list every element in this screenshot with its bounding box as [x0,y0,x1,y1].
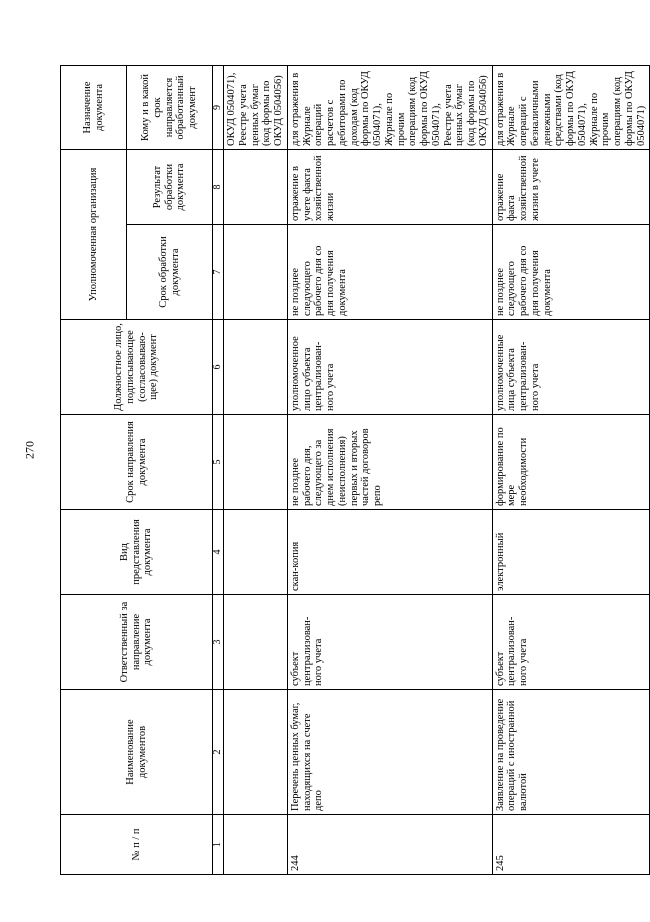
column-number: 2 [213,690,224,815]
header-processing-result: Результат обработки документа [127,150,213,225]
cell-number: 244 [287,815,492,875]
cell-recipient: для отражения в Журнале операций расчетов с дебиторами по доходам (код формы по ОКУД 0504071), Журнале по прочим операциям (код формы по ОКУД 0504071), Реестре учета ценных бумаг (код формы по ОКУД 0504056) [287,66,492,150]
cell-presentation-type [224,510,288,595]
cell-presentation-type: электронный [492,510,650,595]
header-document-name: Наименование документов [61,690,213,815]
header-send-deadline: Срок направления документа [61,415,213,510]
documents-table [60,65,650,875]
table-row [492,66,650,875]
page-number: 270 [22,441,37,459]
cell-document-name [224,690,288,815]
cell-processing-deadline: не позднее следующего рабочего дня со дня получения документа [287,225,492,320]
cell-responsible: субъект централизован-ного учета [287,595,492,690]
cell-recipient: для отражения в Журнале операций с безналичными денежными средствами (код формы по ОКУД 0504071), Журнале по прочим операциям (код формы по ОКУД 0504071) [492,66,650,150]
cell-processing-result [224,150,288,225]
header-responsible: Ответственный за направление документа [61,595,213,690]
cell-signing-official: уполномоченные лица субъекта централизован-ного учета [492,320,650,415]
cell-signing-official: уполномоченное лицо субъекта централизован-ного учета [287,320,492,415]
cell-document-name: Перечень ценных бумаг, находящихся на счете депо [287,690,492,815]
cell-responsible: субъект централизован-ного учета [492,595,650,690]
header-authorized-org: Уполномоченная организация [61,150,127,320]
column-number: 8 [213,150,224,225]
header-presentation-type: Вид представления документа [61,510,213,595]
cell-recipient: ОКУД 0504071), Реестре учета ценных бумаг (код формы по ОКУД 0504056) [224,66,288,150]
column-number: 7 [213,225,224,320]
column-number: 1 [213,815,224,875]
column-number: 6 [213,320,224,415]
header-processing-deadline: Срок обработки документа [127,225,213,320]
cell-send-deadline: формирование по мере необходимости [492,415,650,510]
cell-document-name: Заявление на проведение операций с иностранной валютой [492,690,650,815]
cell-send-deadline [224,415,288,510]
column-number: 5 [213,415,224,510]
cell-number: 245 [492,815,650,875]
cell-send-deadline: не позднее рабочего дня, следующего за днем исполнения (неисполнения) первых и вторых частей договоров репо [287,415,492,510]
header-purpose: Назначение документа [61,66,127,150]
header-number: № п / п [61,815,213,875]
column-number: 4 [213,510,224,595]
rotated-table-wrapper [60,66,647,875]
cell-presentation-type: скан-копия [287,510,492,595]
cell-processing-result: отражение факта хозяйственной жизни в учете [492,150,650,225]
column-number: 3 [213,595,224,690]
cell-signing-official [224,320,288,415]
cell-number [224,815,288,875]
header-signing-official: Должностное лицо, подписывающее (согласовываю-щее) документ [61,320,213,415]
header-recipient: Кому и в какой срок направляется обработанный документ [127,66,213,150]
table-row [287,66,492,875]
cell-processing-deadline: не позднее следующего рабочего дня со дня получения документа [492,225,650,320]
column-number: 9 [213,66,224,150]
cell-processing-deadline [224,225,288,320]
table-row [224,66,288,875]
cell-responsible [224,595,288,690]
cell-processing-result: отражение в учете факта хозяйственной жизни [287,150,492,225]
